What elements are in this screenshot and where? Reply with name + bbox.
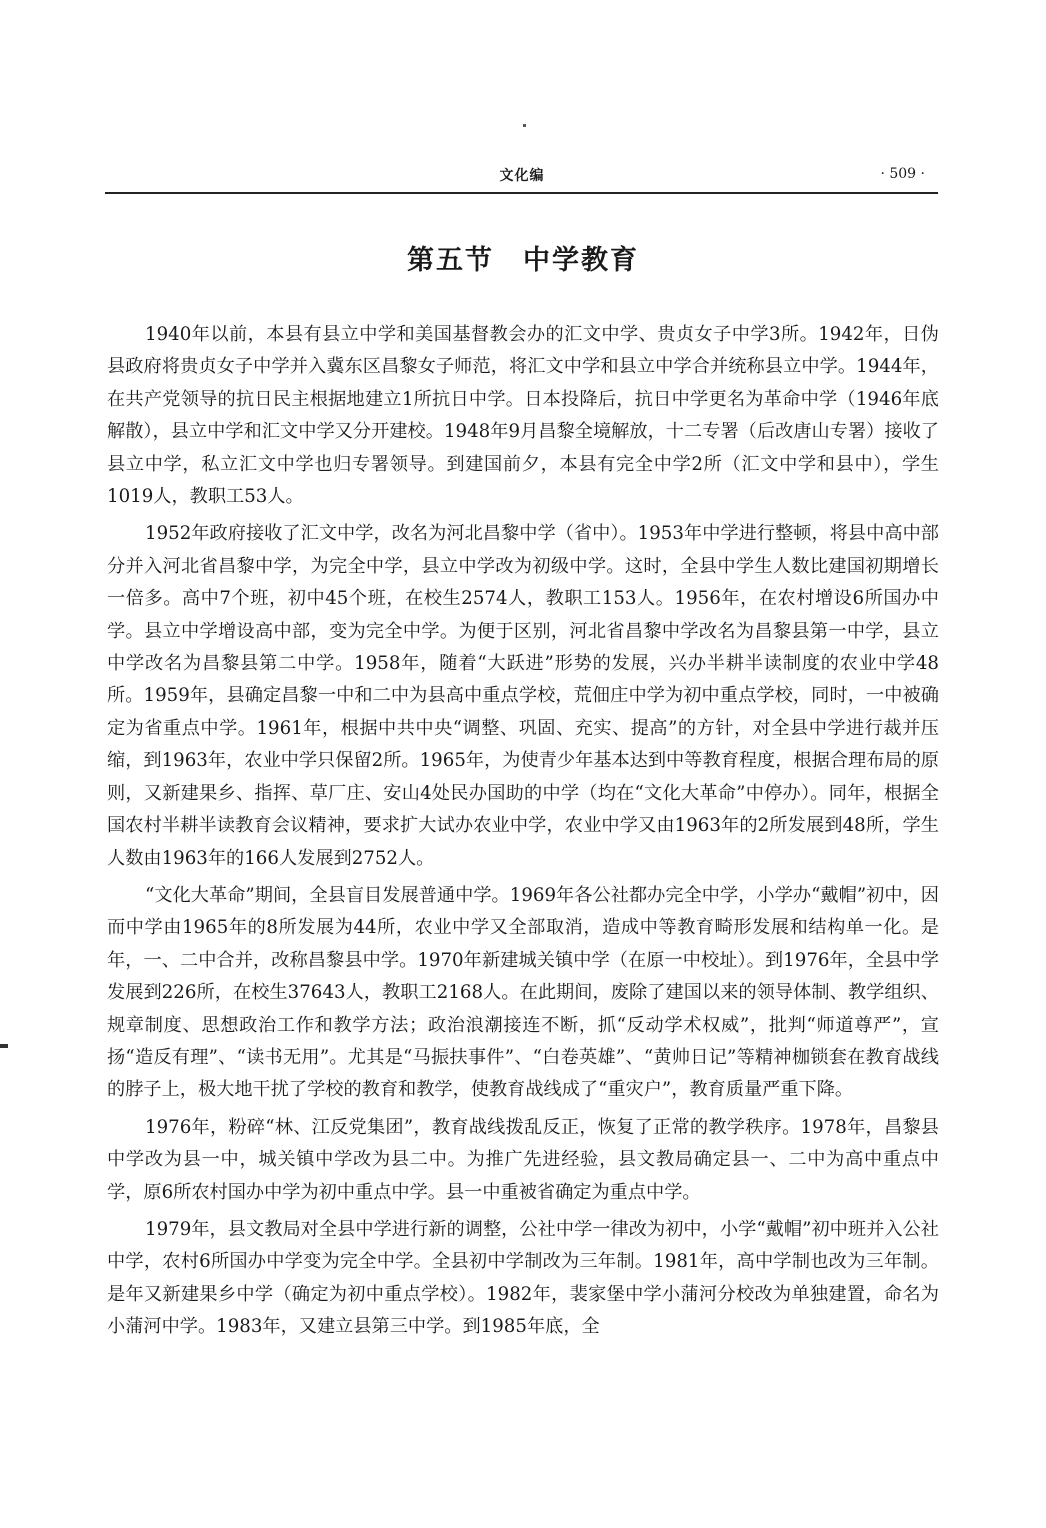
- page-number: · 509 ·: [880, 166, 925, 182]
- paragraph-1: 1940年以前，本县有县立中学和美国基督教会办的汇文中学、贵贞女子中学3所。1942年，日伪县政府将贵贞女子中学并入冀东区昌黎女子师范，将汇文中学和县立中学合并统称县立中学。1944年，在共产党领导的抗日民主根据地建立1所抗日中学。日本投降后，抗日中学更名为革命中学（1946年底解散），县立中学和汇文中学又分开建校。1948年9月昌黎全境解放，十二专署（后改唐山专署）接收了县立中学，私立汇文中学也归专署领导。到建国前夕，本县有完全中学2所（汇文中学和县中），学生1019人，教职工53人。: [107, 324, 939, 508]
- paragraph-2: 1952年政府接收了汇文中学，改名为河北昌黎中学（省中）。1953年中学进行整顿，将县中高中部分并入河北省昌黎中学，为完全中学，县立中学改为初级中学。这时，全县中学生人数比建国初期增长一倍多。高中7个班，初中45个班，在校生2574人，教职工153人。1956年，在农村增设6所国办中学。县立中学增设高中部，变为完全中学。为便于区别，河北省昌黎中学改名为昌黎县第一中学，县立中学改名为昌黎县第二中学。1958年，随着“大跃进”形势的发展，兴办半耕半读制度的农业中学48所。1959年，县确定昌黎一中和二中为县高中重点学校，荒佃庄中学为初中重点学校，同时，一中被确定为省重点中学。1961年，根据中共中央“调整、巩固、充实、提高”的方针，对全县中学进行裁并压缩，到1963年，农业中学只保留2所。1965年，为使青少年基本达到中等教育程度，根据合理布局的原则，又新建果乡、指挥、草厂庄、安山4处民办国助的中学（均在“文化大革命”中停办）。同年，根据全国农村半耕半读教育会议精神，要求扩大试办农业中学，农业中学又由1963年的2所发展到48所，学生人数由1963年的166人发展到2752人。: [107, 523, 939, 869]
- scan-speck: [523, 124, 526, 127]
- running-header: [107, 165, 937, 191]
- header-title: 文化编: [499, 168, 545, 184]
- header-rule: [105, 192, 938, 194]
- body-text: [107, 319, 939, 1349]
- section-heading: 第五节 中学教育: [407, 245, 639, 276]
- paragraph-4: 1976年，粉碎“林、江反党集团”，教育战线拨乱反正，恢复了正常的教学秩序。1978年，昌黎县中学改为县一中，城关镇中学改为县二中。为推广先进经验，县文教局确定县一、二中为高中重点中学，原6所农村国办中学为初中重点中学。县一中重被省确定为重点中学。: [107, 1116, 939, 1203]
- scan-edge-mark: [0, 1044, 8, 1048]
- paragraph-5: 1979年，县文教局对全县中学进行新的调整，公社中学一律改为初中，小学“戴帽”初中班并入公社中学，农村6所国办中学变为完全中学。全县初中学制改为三年制。1981年，高中学制也改为三年制。是年又新建果乡中学（确定为初中重点学校）。1982年，裴家堡中学小蒲河分校改为单独建置，命名为小蒲河中学。1983年，又建立县第三中学。到1985年底，全: [107, 1218, 939, 1338]
- paragraph-3: “文化大革命”期间，全县盲目发展普通中学。1969年各公社都办完全中学，小学办“戴帽”初中，因而中学由1965年的8所发展为44所，农业中学又全部取消，造成中等教育畸形发展和结构单一化。是年，一、二中合并，改称昌黎县中学。1970年新建城关镇中学（在原一中校址）。到1976年，全县中学发展到226所，在校生37643人，教职工2168人。在此期间，废除了建国以来的领导体制、教学组织、规章制度、思想政治工作和教学方法；政治浪潮接连不断，抓“反动学术权威”，批判“师道尊严”，宣扬“造反有理”、“读书无用”。尤其是“马振扶事件”、“白卷英雄”、“黄帅日记”等精神枷锁套在教育战线的脖子上，极大地干扰了学校的教育和教学，使教育战线成了“重灾户”，教育质量严重下降。: [107, 884, 939, 1101]
